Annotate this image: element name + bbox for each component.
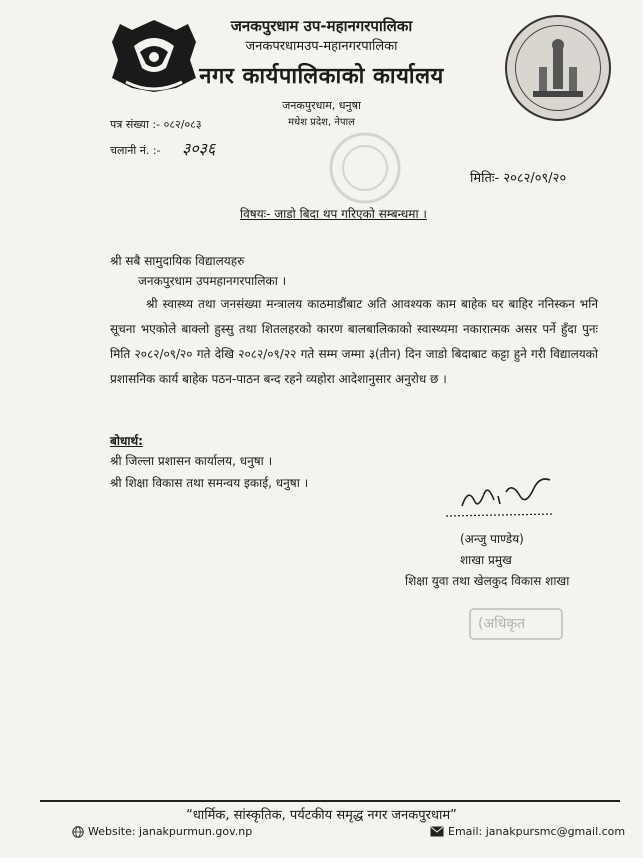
letter-body-text: श्री स्वास्थ्य तथा जनसंख्या मन्त्रालय काठमाडौंबाट अति आवश्यक काम बाहेक घर बाहिर ननिस्कन भनि सूचना भएकोले बाक्लो हुस्सु तथा शितलहरको कारण बालबालिकाको स्वास्थ्यमा नकारात्मक असर पर्ने हुँदा पुनः मिति २०८२/०९/२० गते देखि २०८२/०९/२२ गते सम्म जम्मा ३(तीन) दिन जाडो बिदाबाट कट्टा हुने गरी विद्यालयको प्रशासनिक कार्य बाहेक पठन-पाठन बन्द रहने व्यहोरा आदेशानुसार अनुरोध छ । [110, 297, 598, 386]
globe-icon [72, 826, 84, 838]
office-title: नगर कार्यपालिकाको कार्यालय [199, 64, 444, 89]
dispatch-number [110, 137, 215, 159]
cc-item: श्री शिक्षा विकास तथा समन्वय इकाई, धनुषा । [110, 476, 309, 490]
signature-icon [440, 470, 560, 522]
dispatch-number-value: ३०३६ [182, 139, 216, 158]
municipality-name-alt: जनकपरधामउप-महानगरपालिका [245, 39, 398, 54]
office-address: जनकपुरधाम, धनुषा [282, 99, 361, 112]
signatory-title: शाखा प्रमुख [460, 553, 512, 567]
office-province: मधेश प्रदेश, नेपाल [288, 117, 355, 128]
recipient-line-2: जनकपुरधाम उपमहानगरपालिका । [138, 274, 287, 288]
mail-icon [430, 826, 444, 837]
cc-item: श्री जिल्ला प्रशासन कार्यालय, धनुषा । [110, 454, 273, 468]
municipality-name: जनकपुरधाम उप-महानगरपालिका [230, 17, 413, 35]
letter-number [110, 117, 202, 132]
footer-email [430, 825, 625, 838]
footer-website-text: Website: janakpurmun.gov.np [88, 825, 253, 838]
footer-website [72, 825, 252, 838]
letter-subject: विषयः- जाडो बिदा थप गरिएको सम्बन्धमा । [240, 207, 427, 221]
stamp-text: (अधिकृत [478, 616, 526, 632]
footer-slogan: “धार्मिक, सांस्कृतिक, पर्यटकीय समृद्ध नगर जनकपुरधाम” [186, 808, 457, 823]
letter-number-value: ०८२/०८३ [163, 118, 202, 131]
watermark-seal-icon [305, 132, 425, 204]
letter-number-label: पत्र संख्या :- [110, 118, 161, 131]
signatory-name: (अन्जु पाण्डेय) [460, 532, 524, 546]
recipient-line-1: श्री सबै सामुदायिक विद्यालयहरु [110, 254, 245, 268]
dispatch-number-label: चलानी नं. :- [110, 144, 161, 157]
letter-date: मितिः- २०८२/०९/२० [470, 171, 567, 186]
letter-body [110, 292, 598, 392]
footer-divider [40, 800, 620, 802]
cc-title: बोधार्थ: [110, 434, 143, 448]
signatory-department: शिक्षा युवा तथा खेलकुद विकास शाखा [405, 574, 570, 588]
footer-email-text: Email: janakpursmc@gmail.com [448, 825, 626, 838]
